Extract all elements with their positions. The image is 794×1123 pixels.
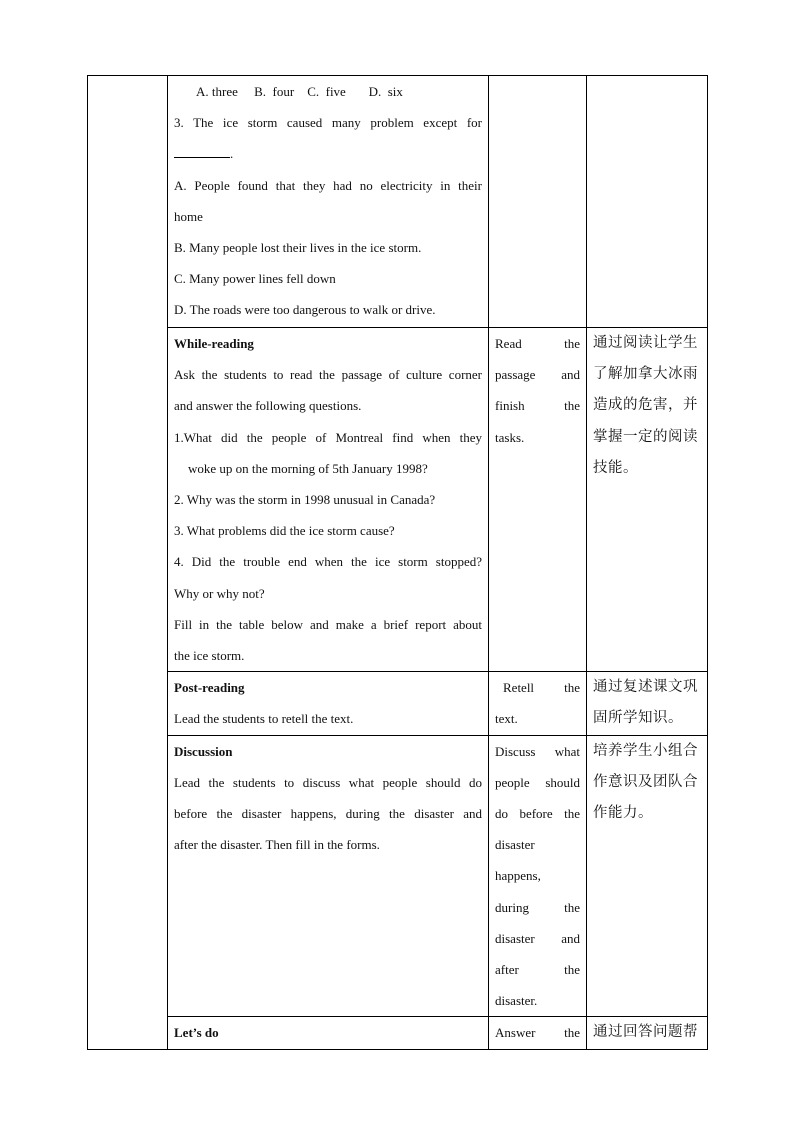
- answer-blank: [174, 143, 230, 158]
- option-a-line-2: home: [174, 208, 203, 224]
- purpose-line: 造成的危害，并: [593, 397, 698, 414]
- purpose-line: 通过回答问题帮: [593, 1024, 698, 1041]
- purpose-line: 培养学生小组合: [593, 742, 698, 759]
- question-3-text: 3. The ice storm caused many problem except for: [174, 115, 482, 131]
- student-line: passage and: [495, 367, 580, 383]
- activity-cell: [168, 76, 489, 328]
- student-line: disaster and: [495, 930, 580, 946]
- table-row: [88, 328, 708, 672]
- question-2: 2. Why was the storm in 1998 unusual in Canada?: [174, 492, 436, 508]
- purpose-line: 通过复述课文巩: [593, 679, 698, 696]
- student-activity-cell: [489, 1017, 587, 1049]
- purpose-line: 通过阅读让学生: [593, 335, 698, 351]
- table-row: [88, 735, 708, 1017]
- student-activity-cell: [489, 328, 587, 672]
- purpose-cell: [587, 735, 708, 1017]
- text-line: Lead the students to retell the text.: [174, 711, 354, 727]
- student-line: after the: [495, 962, 580, 978]
- text-line: Ask the students to read the passage of culture corner: [174, 367, 482, 383]
- purpose-line: 作意识及团队合: [593, 773, 698, 790]
- question-1-line-2: woke up on the morning of 5th January 1998?: [188, 460, 428, 476]
- text-line: before the disaster happens, during the disaster and: [174, 806, 482, 822]
- option-b: B. Many people lost their lives in the ice storm.: [174, 240, 422, 256]
- table-row: [88, 1017, 708, 1049]
- text-line: and answer the following questions.: [174, 398, 362, 414]
- question-3-blank-line: .: [174, 138, 482, 169]
- question-4-line-2: Why or why not?: [174, 585, 265, 601]
- option-a-line-1: A. People found that they had no electricity in their: [174, 177, 482, 193]
- section-heading-lets-do: Let’s do: [174, 1025, 219, 1041]
- purpose-cell: [587, 672, 708, 735]
- student-line: Retell the: [503, 680, 580, 696]
- student-activity-cell: [489, 672, 587, 735]
- purpose-cell: [587, 76, 708, 328]
- student-line: disaster.: [495, 993, 538, 1009]
- text-line: Lead the students to discuss what people should do: [174, 774, 482, 790]
- student-line: Read the: [495, 336, 580, 351]
- student-activity-cell: [489, 76, 587, 328]
- student-line: happens,: [495, 868, 541, 884]
- student-line: finish the: [495, 398, 580, 414]
- question-1-line-1: 1.What did the people of Montreal find when they: [174, 429, 482, 445]
- option-d: D. The roads were too dangerous to walk or drive.: [174, 302, 436, 318]
- option-c: C. Many power lines fell down: [174, 271, 336, 287]
- student-line: text.: [495, 711, 518, 727]
- activity-cell: [168, 1017, 489, 1049]
- section-heading-while-reading: While-reading: [174, 336, 254, 351]
- stage-column-cell: [88, 76, 168, 1050]
- question-4-line-1: 4. Did the trouble end when the ice storm stopped?: [174, 554, 482, 570]
- purpose-cell: [587, 328, 708, 672]
- text-line: after the disaster. Then fill in the forms.: [174, 837, 380, 853]
- purpose-line: 技能。: [593, 459, 638, 476]
- question-2-options: A. three B. four C. five D. six: [196, 84, 403, 99]
- table-row: [88, 76, 708, 328]
- student-line: people should: [495, 774, 580, 790]
- student-activity-cell: [489, 735, 587, 1017]
- text-line: the ice storm.: [174, 648, 245, 664]
- activity-cell: [168, 735, 489, 1017]
- purpose-cell: [587, 1017, 708, 1049]
- purpose-line: 了解加拿大冰雨: [593, 366, 698, 383]
- activity-cell: [168, 672, 489, 735]
- text-line: Fill in the table below and make a brief report about: [174, 616, 482, 632]
- purpose-line: 掌握一定的阅读: [593, 428, 698, 445]
- student-line: do before the: [495, 806, 580, 822]
- student-line: tasks.: [495, 429, 525, 445]
- section-heading-discussion: Discussion: [174, 743, 233, 759]
- question-3: 3. What problems did the ice storm cause?: [174, 523, 395, 539]
- student-line: Answer the: [495, 1025, 580, 1041]
- student-line: during the: [495, 899, 580, 915]
- activity-cell: [168, 328, 489, 672]
- student-line: disaster: [495, 837, 535, 853]
- lesson-plan-table: [87, 75, 708, 1050]
- student-line: Discuss what: [495, 743, 580, 759]
- section-heading-post-reading: Post-reading: [174, 680, 245, 696]
- table-row: [88, 672, 708, 735]
- purpose-line: 作能力。: [593, 805, 653, 822]
- purpose-line: 固所学知识。: [593, 710, 683, 727]
